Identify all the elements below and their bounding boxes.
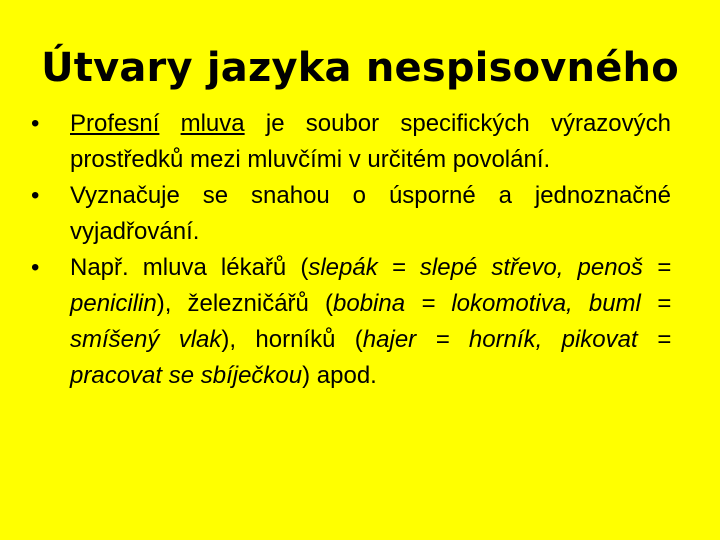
bullet-icon: • (31, 182, 40, 209)
text-segment: je soubor specifických výrazových prostředků mezi mluvčími v určitém povolání. (70, 110, 671, 173)
term-mluva: mluva (180, 110, 245, 137)
bullet-list (26, 106, 671, 394)
example-doctors: slepák = slepé střevo, penoš = penicilin (70, 254, 671, 317)
bullet-icon: • (31, 254, 40, 281)
text-segment: ), horníků ( (221, 326, 363, 353)
bullet-item (26, 178, 671, 250)
example-miners: hajer = horník, pikovat = pracovat se sbíječkou (70, 326, 672, 389)
text-segment: Vyznačuje se snahou o úsporné a jednoznačné vyjadřování. (70, 182, 671, 245)
text-segment (159, 110, 180, 137)
bullet-item (26, 250, 671, 394)
bullet-icon: • (31, 110, 40, 137)
slide-title: Útvary jazyka nespisovného (41, 45, 679, 91)
text-segment: ) apod. (302, 362, 377, 389)
text-segment: ), železničářů ( (156, 290, 334, 317)
bullet-item (26, 106, 671, 178)
text-segment: Např. mluva lékařů ( (70, 254, 309, 281)
term-profesni: Profesní (70, 110, 160, 137)
example-railway: bobina = lokomotiva, buml = smíšený vlak (70, 290, 671, 353)
